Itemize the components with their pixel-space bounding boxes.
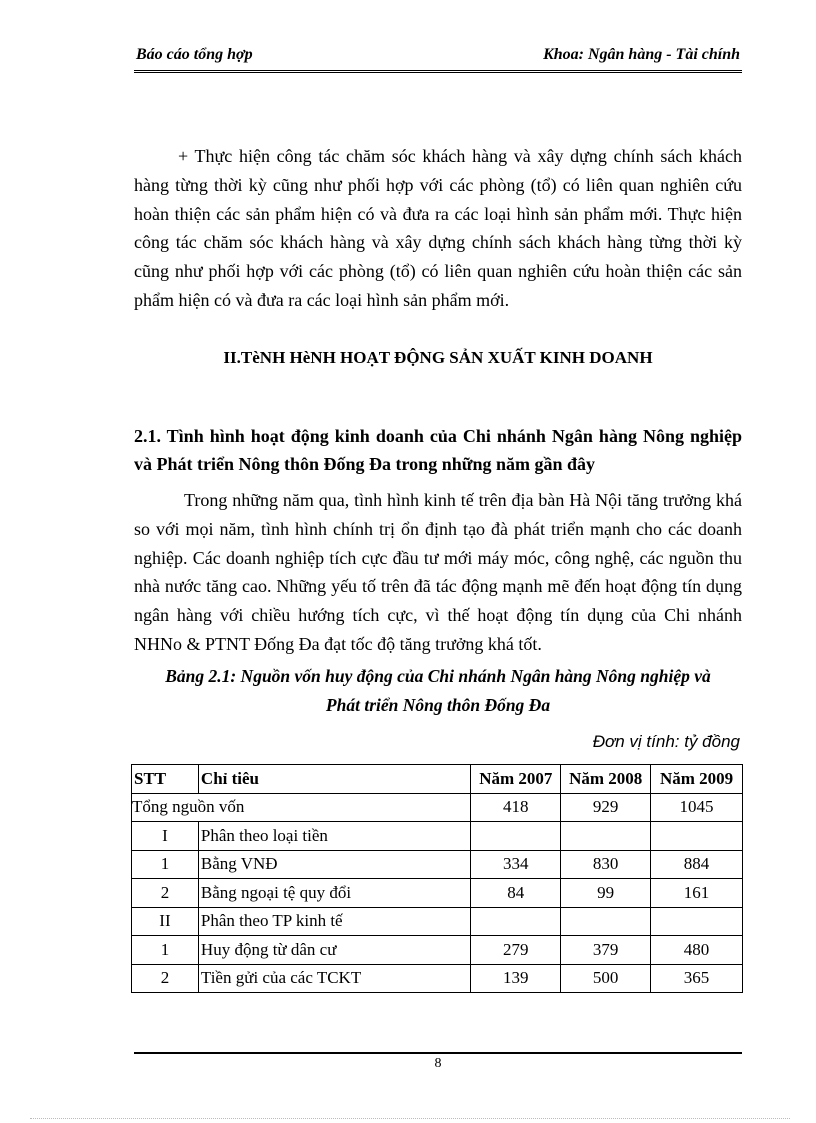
cell-2009 bbox=[651, 822, 743, 851]
header-report-title: Báo cáo tổng hợp bbox=[136, 46, 253, 63]
cell-stt: II bbox=[132, 907, 199, 936]
cell-2008: 379 bbox=[561, 936, 651, 965]
page-header bbox=[134, 42, 742, 73]
subsection-heading: 2.1. Tình hình hoạt động kinh doanh của Chi nhánh Ngân hàng Nông nghiệp và Phát triển Nông thôn Đống Đa trong những năm gần đây bbox=[134, 426, 742, 474]
table-row bbox=[132, 879, 743, 908]
cell-stt: 1 bbox=[132, 850, 199, 879]
header-stt: STT bbox=[132, 765, 199, 794]
unit-label: Đơn vị tính: tỷ đồng bbox=[592, 732, 740, 751]
cell-indicator: Huy động từ dân cư bbox=[198, 936, 470, 965]
total-2007: 418 bbox=[471, 793, 561, 822]
capital-table bbox=[131, 764, 743, 993]
table-caption-line-1: Bảng 2.1: Nguồn vốn huy động của Chi nhánh Ngân hàng Nông nghiệp và bbox=[165, 666, 711, 686]
cell-2009: 884 bbox=[651, 850, 743, 879]
table-row bbox=[132, 822, 743, 851]
cell-stt: 2 bbox=[132, 964, 199, 993]
footer-divider bbox=[134, 1052, 742, 1054]
header-indicator: Chỉ tiêu bbox=[198, 765, 470, 794]
table-row bbox=[132, 936, 743, 965]
table-header-row bbox=[132, 765, 743, 794]
header-2008: Năm 2008 bbox=[561, 765, 651, 794]
table-row bbox=[132, 907, 743, 936]
cell-2007: 279 bbox=[471, 936, 561, 965]
total-2009: 1045 bbox=[651, 793, 743, 822]
table-row bbox=[132, 964, 743, 993]
cell-stt: 2 bbox=[132, 879, 199, 908]
cell-indicator: Bằng VNĐ bbox=[198, 850, 470, 879]
cell-2007: 334 bbox=[471, 850, 561, 879]
cell-stt: I bbox=[132, 822, 199, 851]
cell-2007 bbox=[471, 907, 561, 936]
total-2008: 929 bbox=[561, 793, 651, 822]
cell-2009: 480 bbox=[651, 936, 743, 965]
page-edge-divider bbox=[30, 1118, 790, 1119]
cell-2007 bbox=[471, 822, 561, 851]
cell-indicator: Phân theo TP kinh tế bbox=[198, 907, 470, 936]
cell-indicator: Bằng ngoại tệ quy đổi bbox=[198, 879, 470, 908]
cell-2008: 99 bbox=[561, 879, 651, 908]
cell-2009: 161 bbox=[651, 879, 743, 908]
cell-stt: 1 bbox=[132, 936, 199, 965]
table-row bbox=[132, 850, 743, 879]
cell-2009: 365 bbox=[651, 964, 743, 993]
paragraph-overview: Trong những năm qua, tình hình kinh tế trên địa bàn Hà Nội tăng trưởng khá so với mọi năm, tình hình chính trị ổn định tạo đà phát triển mạnh cho các doanh nghiệp. Các doanh nghiệp tích cực đầu tư mới máy móc, công nghệ, các nguồn thu nhà nước tăng cao. Những yếu tố trên đã tác động mạnh mẽ đến hoạt động tín dụng ngân hàng với chiều hướng tích cực, vì thế hoạt động tín dụng của Chi nhánh NHNo & PTNT Đống Đa đạt tốc độ tăng trưởng khá tốt. bbox=[134, 490, 742, 654]
header-2009: Năm 2009 bbox=[651, 765, 743, 794]
total-label: Tổng nguồn vốn bbox=[132, 793, 471, 822]
cell-indicator: Tiền gửi của các TCKT bbox=[198, 964, 470, 993]
cell-2007: 84 bbox=[471, 879, 561, 908]
page-number: 8 bbox=[434, 1056, 442, 1071]
table-row-total bbox=[132, 793, 743, 822]
cell-2008: 500 bbox=[561, 964, 651, 993]
paragraph-duties: + Thực hiện công tác chăm sóc khách hàng và xây dựng chính sách khách hàng từng thời kỳ cũng như phối hợp với các phòng (tổ) có liên quan nghiên cứu hoàn thiện các sản phẩm hiện có và đưa ra các loại hình sản phẩm mới. Thực hiện công tác chăm sóc khách hàng và xây dựng chính sách khách hàng từng thời kỳ cũng như phối hợp với các phòng (tổ) có liên quan nghiên cứu hoàn thiện các sản phẩm hiện có và đưa ra các loại hình sản phẩm mới. bbox=[134, 146, 742, 310]
cell-2008: 830 bbox=[561, 850, 651, 879]
table-caption-line-2: Phát triển Nông thôn Đống Đa bbox=[325, 695, 551, 715]
cell-2008 bbox=[561, 907, 651, 936]
cell-2009 bbox=[651, 907, 743, 936]
header-2007: Năm 2007 bbox=[471, 765, 561, 794]
cell-2007: 139 bbox=[471, 964, 561, 993]
cell-indicator: Phân theo loại tiền bbox=[198, 822, 470, 851]
section-title: II.TèNH HèNH HOẠT ĐỘNG SẢN XUẤT KINH DOANH bbox=[223, 348, 653, 367]
header-faculty: Khoa: Ngân hàng - Tài chính bbox=[543, 46, 740, 63]
cell-2008 bbox=[561, 822, 651, 851]
